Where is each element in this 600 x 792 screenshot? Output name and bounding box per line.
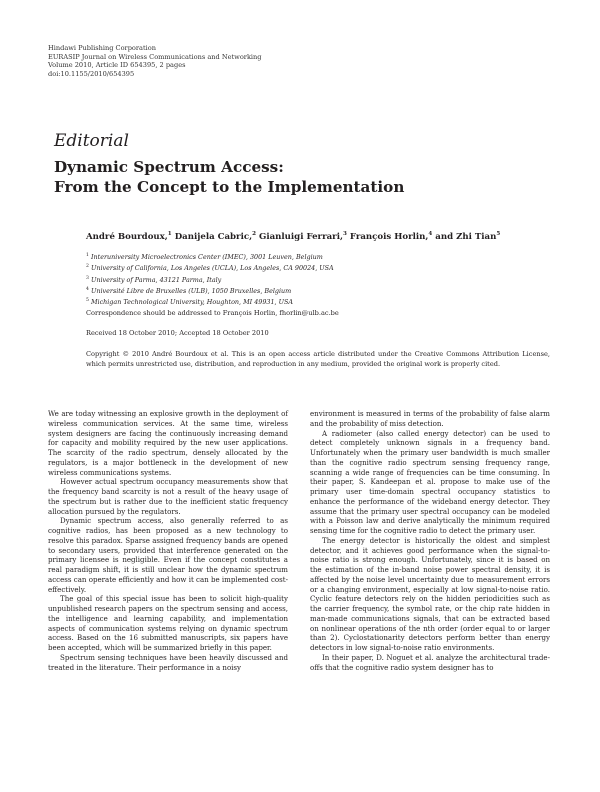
journal-header (48, 44, 262, 78)
author-name: Danijela Cabric, (174, 231, 253, 242)
body-column-right (310, 409, 550, 672)
author-separator: and (432, 231, 457, 242)
affiliation-text: Université Libre de Bruxelles (ULB), 1050 Bruxelles, Belgium (90, 287, 292, 296)
body-paragraph: In their paper, D. Noguet et al. analyze the architectural trade-offs that the cognitive radio system designer has to (310, 652, 550, 672)
publisher-line: Hindawi Publishing Corporation (48, 44, 156, 52)
affiliation-text: University of California, Los Angeles (UCLA), Los Angeles, CA 90024, USA (90, 264, 334, 273)
body-paragraph: Dynamic spectrum access, also generally referred to as cognitive radios, has been proposed as a new technology to resolve this paradox. Sparse assigned frequency bands are opened to secondary users, provided that interference generated on the primary licensee is negligible. Even if the concept constitutes a real paradigm shift, it is still unclear how the dynamic spectrum access can operate efficiently and how it can be implemented cost-effectively. (48, 516, 288, 594)
body-paragraph: environment is measured in terms of the probability of false alarm and the probability of miss detection. (310, 409, 550, 428)
body-paragraph: The goal of this special issue has been to solicit high-quality unpublished research papers on the spectrum sensing and access, the intelligence and learning capability, and implementation aspects of communication systems relying on dynamic spectrum access. Based on the 16 submitted manuscripts, six papers have been accepted, which will be summarized briefly in this paper. (48, 594, 288, 652)
author-affiliation-mark: 5 (496, 231, 501, 237)
author-name: André Bourdoux, (86, 231, 168, 242)
body-paragraph: We are today witnessing an explosive growth in the deployment of wireless communication services. At the same time, wireless system designers are facing the continuously increasing demand for capacity and mobility required by the new user applications. The scarcity of the radio spectrum, densely allocated by the regulators, is a major bottleneck in the development of new wireless communications systems. (48, 409, 288, 477)
author-affiliation-mark: 1 (167, 231, 172, 237)
author-affiliation-mark: 3 (342, 231, 347, 237)
affiliation-item (86, 296, 334, 307)
author-name: Zhi Tian (456, 231, 497, 242)
affiliation-mark: 1 (86, 253, 89, 258)
title-line-1: Dynamic Spectrum Access: (54, 158, 284, 176)
affiliation-mark: 3 (86, 275, 89, 281)
article-title (54, 157, 404, 197)
affiliation-text: University of Parma, 43121 Parma, Italy (90, 275, 222, 284)
body-column-left (48, 409, 288, 672)
body-paragraph: Spectrum sensing techniques have been heavily discussed and treated in the literature. Their performance in a noisy (48, 652, 288, 672)
author-name: François Horlin, (349, 231, 429, 242)
copyright-notice: Copyright © 2010 André Bourdoux et al. This is an open access article distributed under the Creative Commons Attribution License, which permits unrestricted use, distribution, and reproduction in any medium, provided the original work is properly cited. (86, 350, 550, 368)
affiliation-item (86, 274, 334, 285)
body-paragraph: The energy detector is historically the oldest and simplest detector, and it achieves good performance when the signal-to-noise ratio is strong enough. Unfortunately, since it is based on the estimation of the in-band noise power spectral density, it is affected by the noise level uncertainty due to measurement errors or a changing environment, especially at low signal-to-noise ratio. Cyclic feature detectors rely on the hidden periodicities such as the carrier frequency, the symbol rate, or the chip rate hidden in man-made communications signals, that can be extracted based on nonlinear operations of the nth order (order equal to or larger than 2). Cyclostationarity detectors perform better than energy detectors in low signal-to-noise ratio environments. (310, 535, 550, 652)
affiliation-mark: 2 (86, 264, 89, 270)
author-affiliation-mark: 4 (428, 231, 433, 237)
author-list (86, 231, 500, 242)
journal-line: EURASIP Journal on Wireless Communications and Networking (48, 52, 262, 61)
author-affiliation-mark: 2 (252, 231, 256, 237)
author-name: Gianluigi Ferrari, (258, 231, 343, 242)
section-label: Editorial (54, 131, 129, 151)
affiliation-item (86, 262, 334, 273)
body-paragraph: A radiometer (also called energy detector) can be used to detect completely unknown signals in a frequency band. Unfortunately when the primary user bandwidth is much smaller than the cognitive radio spectrum sensing frequency range, scanning a wide range of frequencies can be time consuming. In their paper, S. Kandeepan et al. propose to make use of the primary user time-domain spectral occupancy statistics to enhance the performance of the wideband energy detector. They assume that the primary user spectral occupancy can be modeled with a Poisson law and derive analytically the minimum required sensing time for the cognitive radio to detect the primary user. (310, 428, 550, 535)
affiliation-list (86, 251, 334, 308)
affiliation-item (86, 251, 334, 262)
title-line-2: From the Concept to the Implementation (54, 178, 405, 196)
affiliation-item (86, 285, 334, 296)
received-accepted-dates: Received 18 October 2010; Accepted 18 October 2010 (86, 329, 269, 337)
volume-line: Volume 2010, Article ID 654395, 2 pages (48, 61, 186, 70)
affiliation-text: Interuniversity Microelectronics Center (IMEC), 3001 Leuven, Belgium (90, 253, 323, 262)
doi-line: doi:10.1155/2010/654395 (48, 69, 135, 78)
body-paragraph: However actual spectrum occupancy measurements show that the frequency band scarcity is not a result of the heavy usage of the spectrum but is rather due to the inefficient static frequency allocation pursued by the regulators. (48, 477, 288, 516)
affiliation-mark: 4 (86, 286, 89, 292)
affiliation-mark: 5 (86, 298, 89, 304)
correspondence-line: Correspondence should be addressed to François Horlin, fhorlin@ulb.ac.be (86, 309, 339, 317)
affiliation-text: Michigan Technological University, Houghton, MI 49931, USA (90, 298, 293, 307)
